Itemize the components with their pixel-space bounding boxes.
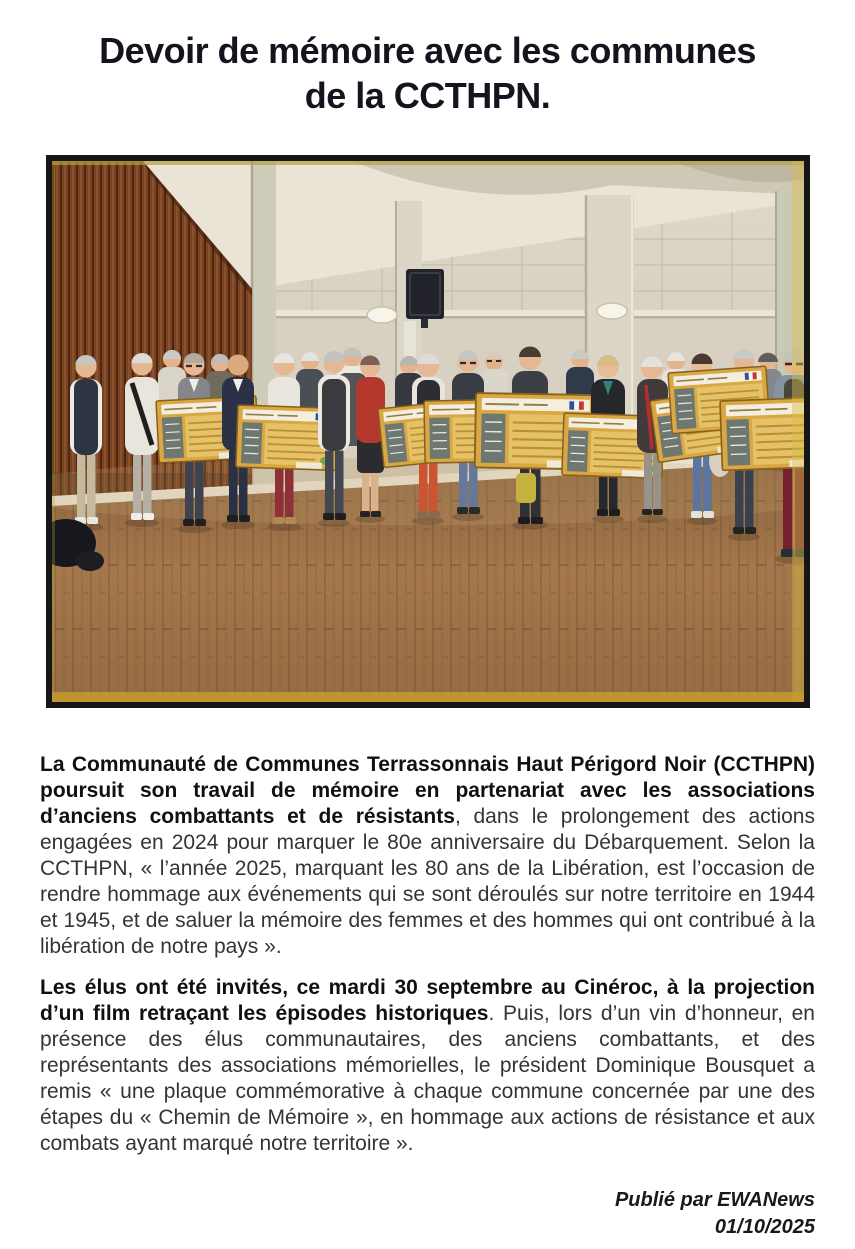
- publication-footer: [40, 1187, 815, 1241]
- photo-illustration: [52, 161, 804, 702]
- paragraph-1-lead: La Communauté de Communes Terrassonnais Haut Périgord Noir (CCTHPN) poursuit son travail de mémoire en partenariat avec les associations d’anciens combattants et de résistants: [40, 753, 815, 828]
- published-by: Publié par EWANews: [614, 1189, 815, 1211]
- paragraph-2: [40, 975, 815, 1157]
- paragraph-1-text: , dans le prolongement des actions engagées en 2024 pour marquer le 80e anniversaire du Débarquement. Selon la CCTHPN, « l’année 2025, marquant les 80 ans de la Libération, est l’occasion de rendre hommage aux événements qui se sont déroulés sur notre territoire en 1944 et 1945, et de saluer la mémoire des femmes et des hommes qui ont contribué à la libération de notre pays ».: [40, 805, 815, 958]
- article-body: [40, 752, 815, 1157]
- page-title-line2: de la CCTHPN.: [304, 75, 551, 116]
- wall-lamp-icon: [597, 302, 627, 319]
- article-photo: [46, 155, 810, 708]
- wall-lamp-icon: [367, 306, 397, 323]
- yellow-bag: [516, 473, 536, 503]
- page-title: [40, 28, 815, 118]
- publication-date: 01/10/2025: [714, 1216, 815, 1238]
- paragraph-2-text: . Puis, lors d’un vin d’honneur, en présence des élus communautaires, des anciens combattants, et des représentants des associations mémorielles, le président Dominique Bousquet a remis « une plaque commémorative à chaque commune concernée par une des étapes du « Chemin de Mémoire », en hommage aux actions de résistance et aux combats ayant marqué notre territoire ».: [40, 1002, 815, 1155]
- photo-edge-tint: [52, 161, 804, 165]
- page-title-line1: Devoir de mémoire avec les communes: [99, 30, 756, 71]
- paragraph-2-lead: Les élus ont été invités, ce mardi 30 septembre au Cinéroc, à la projection d’un film retraçant les épisodes historiques: [40, 976, 815, 1025]
- paragraph-1: [40, 752, 815, 960]
